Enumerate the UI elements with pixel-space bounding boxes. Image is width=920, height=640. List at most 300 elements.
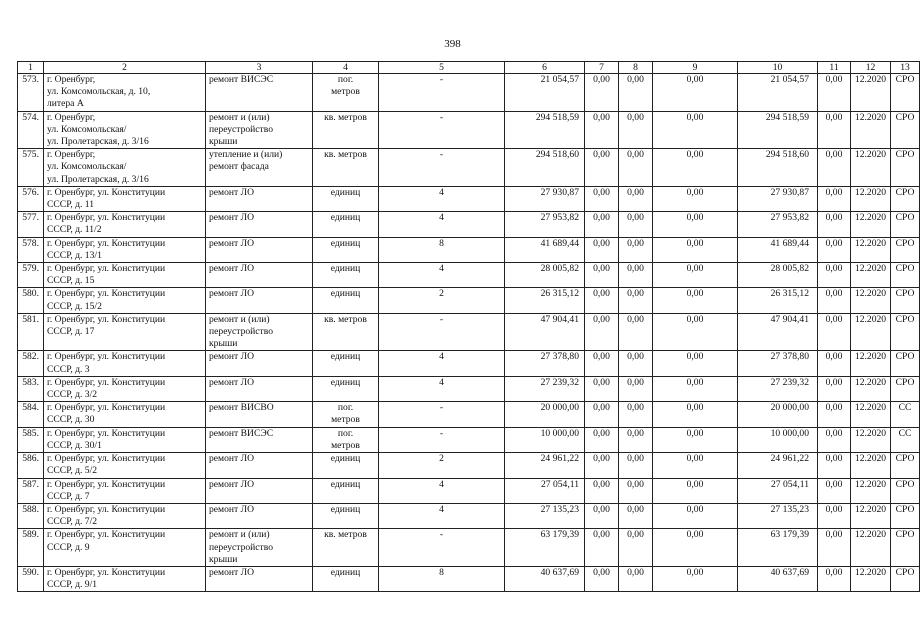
unit-cell-line: пог.: [337, 74, 354, 85]
work-type-cell-line: ремонт ЛО: [209, 351, 255, 363]
col8-cell: 0,00: [619, 351, 653, 376]
col7-cell: 0,00: [585, 566, 619, 591]
table-row: [18, 288, 920, 313]
amount-cell: 20 000,00: [505, 402, 585, 427]
table-row: [18, 149, 920, 187]
col11-cell: 0,00: [818, 402, 851, 427]
table-row: [18, 376, 920, 401]
address-cell-line: г. Оренбург, ул. Конституции: [47, 237, 166, 249]
col8-cell: 0,00: [619, 288, 653, 313]
quantity-cell: -: [379, 529, 505, 567]
amount-cell: 27 930,87: [505, 186, 585, 211]
col8-cell: 0,00: [619, 237, 653, 262]
col7-cell: 0,00: [585, 149, 619, 187]
total-cell: 47 904,41: [738, 313, 818, 351]
period-cell: 12.2020: [851, 111, 891, 149]
col7-cell: 0,00: [585, 529, 619, 567]
address-cell-line: г. Оренбург,: [47, 111, 96, 123]
unit-cell: [313, 478, 379, 503]
column-header-7: 7: [585, 62, 619, 74]
unit-cell-line: единиц: [330, 212, 361, 224]
address-cell-line: г. Оренбург, ул. Конституции: [47, 503, 166, 515]
unit-cell-line: единиц: [330, 186, 361, 198]
row-number: 577.: [18, 212, 44, 237]
row-number: 584.: [18, 402, 44, 427]
row-number: 585.: [18, 427, 44, 452]
period-cell: 12.2020: [851, 263, 891, 288]
col8-cell: 0,00: [619, 111, 653, 149]
address-cell: [44, 313, 206, 351]
col11-cell: 0,00: [818, 351, 851, 376]
unit-cell: [313, 237, 379, 262]
address-cell-line: г. Оренбург, ул. Конституции: [47, 288, 166, 300]
source-cell: СРО: [891, 566, 920, 591]
column-header-9: 9: [653, 62, 738, 74]
col9-cell: 0,00: [653, 351, 738, 376]
row-number: 586.: [18, 453, 44, 478]
address-cell-line: г. Оренбург, ул. Конституции: [47, 186, 166, 198]
work-type-cell: [206, 529, 313, 567]
address-cell: [44, 478, 206, 503]
address-cell: [44, 263, 206, 288]
col11-cell: 0,00: [818, 376, 851, 401]
period-cell: 12.2020: [851, 376, 891, 401]
col7-cell: 0,00: [585, 427, 619, 452]
unit-cell: [313, 566, 379, 591]
col11-cell: 0,00: [818, 288, 851, 313]
address-cell: [44, 427, 206, 452]
address-cell-line: СССР, д. 11: [47, 199, 95, 211]
quantity-cell: -: [379, 149, 505, 187]
col11-cell: 0,00: [818, 212, 851, 237]
amount-cell: 27 239,32: [505, 376, 585, 401]
work-type-cell-line: крыши: [209, 553, 238, 565]
unit-cell-line: единиц: [330, 478, 361, 490]
amount-cell: 21 054,57: [505, 74, 585, 112]
row-number: 576.: [18, 186, 44, 211]
col11-cell: 0,00: [818, 74, 851, 112]
period-cell: 12.2020: [851, 478, 891, 503]
column-header-1: 1: [18, 62, 44, 74]
table-row: [18, 529, 920, 567]
row-number: 587.: [18, 478, 44, 503]
col7-cell: 0,00: [585, 237, 619, 262]
amount-cell: 10 000,00: [505, 427, 585, 452]
work-type-cell: [206, 351, 313, 376]
work-type-cell-line: ремонт ЛО: [209, 237, 255, 249]
address-cell: [44, 376, 206, 401]
quantity-cell: 2: [379, 288, 505, 313]
address-cell-line: г. Оренбург, ул. Конституции: [47, 566, 166, 578]
row-number: 575.: [18, 149, 44, 187]
work-type-cell-line: ремонт ВИСВО: [209, 402, 274, 414]
address-cell: [44, 288, 206, 313]
column-header-8: 8: [619, 62, 653, 74]
quantity-cell: -: [379, 313, 505, 351]
unit-cell-line: метров: [331, 86, 360, 98]
unit-cell-line: единиц: [330, 263, 361, 275]
col9-cell: 0,00: [653, 503, 738, 528]
table-row: [18, 111, 920, 149]
address-cell-line: СССР, д. 7: [47, 490, 90, 502]
quantity-cell: -: [379, 402, 505, 427]
address-cell: [44, 351, 206, 376]
work-type-cell-line: ремонт ЛО: [209, 186, 255, 198]
address-cell: [44, 74, 206, 112]
col9-cell: 0,00: [653, 402, 738, 427]
col8-cell: 0,00: [619, 529, 653, 567]
work-type-cell-line: ремонт ЛО: [209, 376, 255, 388]
work-type-cell-line: переустройство: [209, 326, 274, 338]
address-cell-line: ул. Комсомольская/: [47, 123, 127, 135]
work-type-cell-line: переустройство: [209, 541, 274, 553]
col8-cell: 0,00: [619, 313, 653, 351]
address-cell: [44, 503, 206, 528]
work-type-cell-line: крыши: [209, 338, 238, 350]
work-type-cell-line: крыши: [209, 136, 238, 148]
total-cell: 10 000,00: [738, 427, 818, 452]
source-cell: СРО: [891, 503, 920, 528]
work-type-cell: [206, 149, 313, 187]
col9-cell: 0,00: [653, 263, 738, 288]
row-number: 590.: [18, 566, 44, 591]
source-cell: СРО: [891, 313, 920, 351]
column-header-12: 12: [851, 62, 891, 74]
col8-cell: 0,00: [619, 263, 653, 288]
col11-cell: 0,00: [818, 149, 851, 187]
address-cell-line: г. Оренбург,: [47, 74, 96, 85]
unit-cell-line: кв. метров: [324, 313, 367, 325]
address-cell-line: СССР, д. 11/2: [47, 224, 102, 236]
col9-cell: 0,00: [653, 186, 738, 211]
col9-cell: 0,00: [653, 529, 738, 567]
amount-cell: 27 953,82: [505, 212, 585, 237]
address-cell-line: г. Оренбург, ул. Конституции: [47, 402, 166, 414]
col11-cell: 0,00: [818, 566, 851, 591]
address-cell-line: СССР, д. 3: [47, 363, 90, 375]
unit-cell: [313, 351, 379, 376]
table-row: [18, 566, 920, 591]
unit-cell: [313, 74, 379, 112]
col9-cell: 0,00: [653, 212, 738, 237]
period-cell: 12.2020: [851, 186, 891, 211]
col7-cell: 0,00: [585, 212, 619, 237]
amount-cell: 41 689,44: [505, 237, 585, 262]
table-row: [18, 74, 920, 112]
work-type-cell-line: ремонт ВИСЭС: [209, 74, 274, 85]
address-cell-line: СССР, д. 3/2: [47, 389, 98, 401]
unit-cell: [313, 263, 379, 288]
unit-cell: [313, 427, 379, 452]
source-cell: СРО: [891, 111, 920, 149]
col7-cell: 0,00: [585, 351, 619, 376]
quantity-cell: 4: [379, 186, 505, 211]
work-type-cell-line: ремонт ЛО: [209, 478, 255, 490]
row-number: 589.: [18, 529, 44, 567]
col11-cell: 0,00: [818, 427, 851, 452]
col8-cell: 0,00: [619, 149, 653, 187]
address-cell-line: г. Оренбург, ул. Конституции: [47, 263, 166, 275]
table-row: [18, 402, 920, 427]
row-number: 582.: [18, 351, 44, 376]
unit-cell-line: кв. метров: [324, 111, 367, 123]
source-cell: СРО: [891, 74, 920, 112]
amount-cell: 24 961,22: [505, 453, 585, 478]
work-type-cell-line: ремонт ЛО: [209, 566, 255, 578]
address-cell-line: СССР, д. 30: [47, 414, 95, 426]
address-cell-line: СССР, д. 15/2: [47, 300, 102, 312]
unit-cell: [313, 186, 379, 211]
address-cell-line: г. Оренбург, ул. Конституции: [47, 529, 166, 541]
col8-cell: 0,00: [619, 427, 653, 452]
quantity-cell: 4: [379, 478, 505, 503]
row-number: 579.: [18, 263, 44, 288]
work-type-cell-line: ремонт и (или): [209, 313, 270, 325]
total-cell: 41 689,44: [738, 237, 818, 262]
quantity-cell: 4: [379, 263, 505, 288]
col11-cell: 0,00: [818, 263, 851, 288]
work-type-cell-line: ремонт и (или): [209, 111, 270, 123]
row-number: 578.: [18, 237, 44, 262]
address-cell-line: СССР, д. 30/1: [47, 439, 102, 451]
address-cell-line: СССР, д. 13/1: [47, 249, 102, 261]
address-cell-line: ул. Комсомольская, д. 10,: [47, 86, 151, 98]
work-type-cell-line: ремонт ЛО: [209, 288, 255, 300]
address-cell-line: СССР, д. 9/1: [47, 579, 98, 591]
page-number: 398: [444, 38, 461, 50]
address-cell: [44, 111, 206, 149]
unit-cell-line: единиц: [330, 237, 361, 249]
col9-cell: 0,00: [653, 427, 738, 452]
source-cell: СС: [891, 402, 920, 427]
address-cell: [44, 186, 206, 211]
table-row: [18, 453, 920, 478]
address-cell: [44, 566, 206, 591]
repair-schedule-table: [17, 61, 920, 592]
address-cell-line: литера А: [47, 98, 84, 110]
table-row: [18, 186, 920, 211]
address-cell: [44, 212, 206, 237]
table-row: [18, 263, 920, 288]
column-header-5: 5: [379, 62, 505, 74]
column-header-4: 4: [313, 62, 379, 74]
total-cell: 27 239,32: [738, 376, 818, 401]
col9-cell: 0,00: [653, 376, 738, 401]
col11-cell: 0,00: [818, 186, 851, 211]
col9-cell: 0,00: [653, 74, 738, 112]
address-cell-line: г. Оренбург, ул. Конституции: [47, 212, 166, 224]
source-cell: СРО: [891, 263, 920, 288]
work-type-cell: [206, 74, 313, 112]
col11-cell: 0,00: [818, 529, 851, 567]
amount-cell: 28 005,82: [505, 263, 585, 288]
unit-cell-line: единиц: [330, 453, 361, 465]
row-number: 574.: [18, 111, 44, 149]
col7-cell: 0,00: [585, 74, 619, 112]
total-cell: 27 054,11: [738, 478, 818, 503]
col7-cell: 0,00: [585, 402, 619, 427]
address-cell-line: г. Оренбург, ул. Конституции: [47, 453, 166, 465]
period-cell: 12.2020: [851, 149, 891, 187]
unit-cell-line: единиц: [330, 351, 361, 363]
work-type-cell: [206, 402, 313, 427]
col7-cell: 0,00: [585, 186, 619, 211]
work-type-cell: [206, 237, 313, 262]
col11-cell: 0,00: [818, 478, 851, 503]
col7-cell: 0,00: [585, 376, 619, 401]
quantity-cell: 4: [379, 503, 505, 528]
work-type-cell: [206, 478, 313, 503]
period-cell: 12.2020: [851, 503, 891, 528]
address-cell-line: г. Оренбург, ул. Конституции: [47, 351, 166, 363]
unit-cell: [313, 288, 379, 313]
col9-cell: 0,00: [653, 237, 738, 262]
col9-cell: 0,00: [653, 313, 738, 351]
col7-cell: 0,00: [585, 313, 619, 351]
quantity-cell: -: [379, 111, 505, 149]
column-header-13: 13: [891, 62, 920, 74]
total-cell: 294 518,59: [738, 111, 818, 149]
source-cell: СРО: [891, 351, 920, 376]
unit-cell: [313, 529, 379, 567]
unit-cell-line: единиц: [330, 288, 361, 300]
table-body: [18, 74, 920, 592]
col7-cell: 0,00: [585, 453, 619, 478]
address-cell-line: г. Оренбург, ул. Конституции: [47, 313, 166, 325]
total-cell: 20 000,00: [738, 402, 818, 427]
quantity-cell: 4: [379, 351, 505, 376]
work-type-cell-line: ремонт фасада: [209, 161, 269, 173]
address-cell-line: СССР, д. 7/2: [47, 516, 98, 528]
col9-cell: 0,00: [653, 288, 738, 313]
col8-cell: 0,00: [619, 186, 653, 211]
address-cell-line: СССР, д. 17: [47, 326, 95, 338]
total-cell: 294 518,60: [738, 149, 818, 187]
col8-cell: 0,00: [619, 376, 653, 401]
quantity-cell: 8: [379, 237, 505, 262]
quantity-cell: 4: [379, 376, 505, 401]
amount-cell: 26 315,12: [505, 288, 585, 313]
row-number: 580.: [18, 288, 44, 313]
column-header-10: 10: [738, 62, 818, 74]
column-header-6: 6: [505, 62, 585, 74]
work-type-cell-line: ремонт и (или): [209, 529, 270, 541]
col7-cell: 0,00: [585, 503, 619, 528]
period-cell: 12.2020: [851, 288, 891, 313]
unit-cell-line: кв. метров: [324, 529, 367, 541]
col9-cell: 0,00: [653, 149, 738, 187]
work-type-cell-line: ремонт ЛО: [209, 263, 255, 275]
row-number: 573.: [18, 74, 44, 112]
col8-cell: 0,00: [619, 212, 653, 237]
source-cell: СРО: [891, 212, 920, 237]
source-cell: СРО: [891, 186, 920, 211]
column-header-11: 11: [818, 62, 851, 74]
total-cell: 26 315,12: [738, 288, 818, 313]
col9-cell: 0,00: [653, 453, 738, 478]
col8-cell: 0,00: [619, 74, 653, 112]
table-row: [18, 351, 920, 376]
unit-cell: [313, 313, 379, 351]
row-number: 583.: [18, 376, 44, 401]
work-type-cell-line: ремонт ЛО: [209, 503, 255, 515]
total-cell: 27 135,23: [738, 503, 818, 528]
quantity-cell: 2: [379, 453, 505, 478]
work-type-cell: [206, 376, 313, 401]
source-cell: СРО: [891, 237, 920, 262]
work-type-cell: [206, 566, 313, 591]
period-cell: 12.2020: [851, 453, 891, 478]
col9-cell: 0,00: [653, 478, 738, 503]
address-cell-line: ул. Пролетарская, д. 3/16: [47, 173, 149, 185]
column-number-row: [18, 62, 920, 74]
work-type-cell-line: ремонт ЛО: [209, 212, 255, 224]
work-type-cell: [206, 453, 313, 478]
unit-cell-line: кв. метров: [324, 149, 367, 161]
unit-cell: [313, 149, 379, 187]
total-cell: 63 179,39: [738, 529, 818, 567]
quantity-cell: -: [379, 427, 505, 452]
unit-cell: [313, 402, 379, 427]
unit-cell-line: единиц: [330, 566, 361, 578]
address-cell-line: г. Оренбург, ул. Конституции: [47, 376, 166, 388]
source-cell: СРО: [891, 376, 920, 401]
total-cell: 24 961,22: [738, 453, 818, 478]
work-type-cell-line: ремонт ЛО: [209, 453, 255, 465]
work-type-cell: [206, 313, 313, 351]
work-type-cell: [206, 212, 313, 237]
unit-cell-line: пог.: [337, 402, 354, 414]
source-cell: СРО: [891, 478, 920, 503]
source-cell: СРО: [891, 529, 920, 567]
total-cell: 40 637,69: [738, 566, 818, 591]
work-type-cell-line: ремонт ВИСЭС: [209, 427, 274, 439]
source-cell: СС: [891, 427, 920, 452]
period-cell: 12.2020: [851, 313, 891, 351]
unit-cell-line: пог.: [337, 427, 354, 439]
source-cell: СРО: [891, 149, 920, 187]
col9-cell: 0,00: [653, 566, 738, 591]
table-row: [18, 427, 920, 452]
col8-cell: 0,00: [619, 566, 653, 591]
work-type-cell: [206, 427, 313, 452]
period-cell: 12.2020: [851, 212, 891, 237]
total-cell: 27 953,82: [738, 212, 818, 237]
unit-cell: [313, 453, 379, 478]
address-cell-line: г. Оренбург, ул. Конституции: [47, 478, 166, 490]
amount-cell: 63 179,39: [505, 529, 585, 567]
amount-cell: 40 637,69: [505, 566, 585, 591]
table-row: [18, 478, 920, 503]
col7-cell: 0,00: [585, 263, 619, 288]
address-cell-line: г. Оренбург, ул. Конституции: [47, 427, 166, 439]
amount-cell: 27 378,80: [505, 351, 585, 376]
source-cell: СРО: [891, 453, 920, 478]
address-cell-line: ул. Пролетарская, д. 3/16: [47, 136, 149, 148]
amount-cell: 27 054,11: [505, 478, 585, 503]
address-cell: [44, 402, 206, 427]
unit-cell-line: метров: [331, 414, 360, 426]
period-cell: 12.2020: [851, 566, 891, 591]
period-cell: 12.2020: [851, 529, 891, 567]
quantity-cell: -: [379, 74, 505, 112]
quantity-cell: 8: [379, 566, 505, 591]
work-type-cell-line: переустройство: [209, 123, 274, 135]
work-type-cell: [206, 503, 313, 528]
address-cell: [44, 149, 206, 187]
unit-cell-line: единиц: [330, 503, 361, 515]
row-number: 581.: [18, 313, 44, 351]
